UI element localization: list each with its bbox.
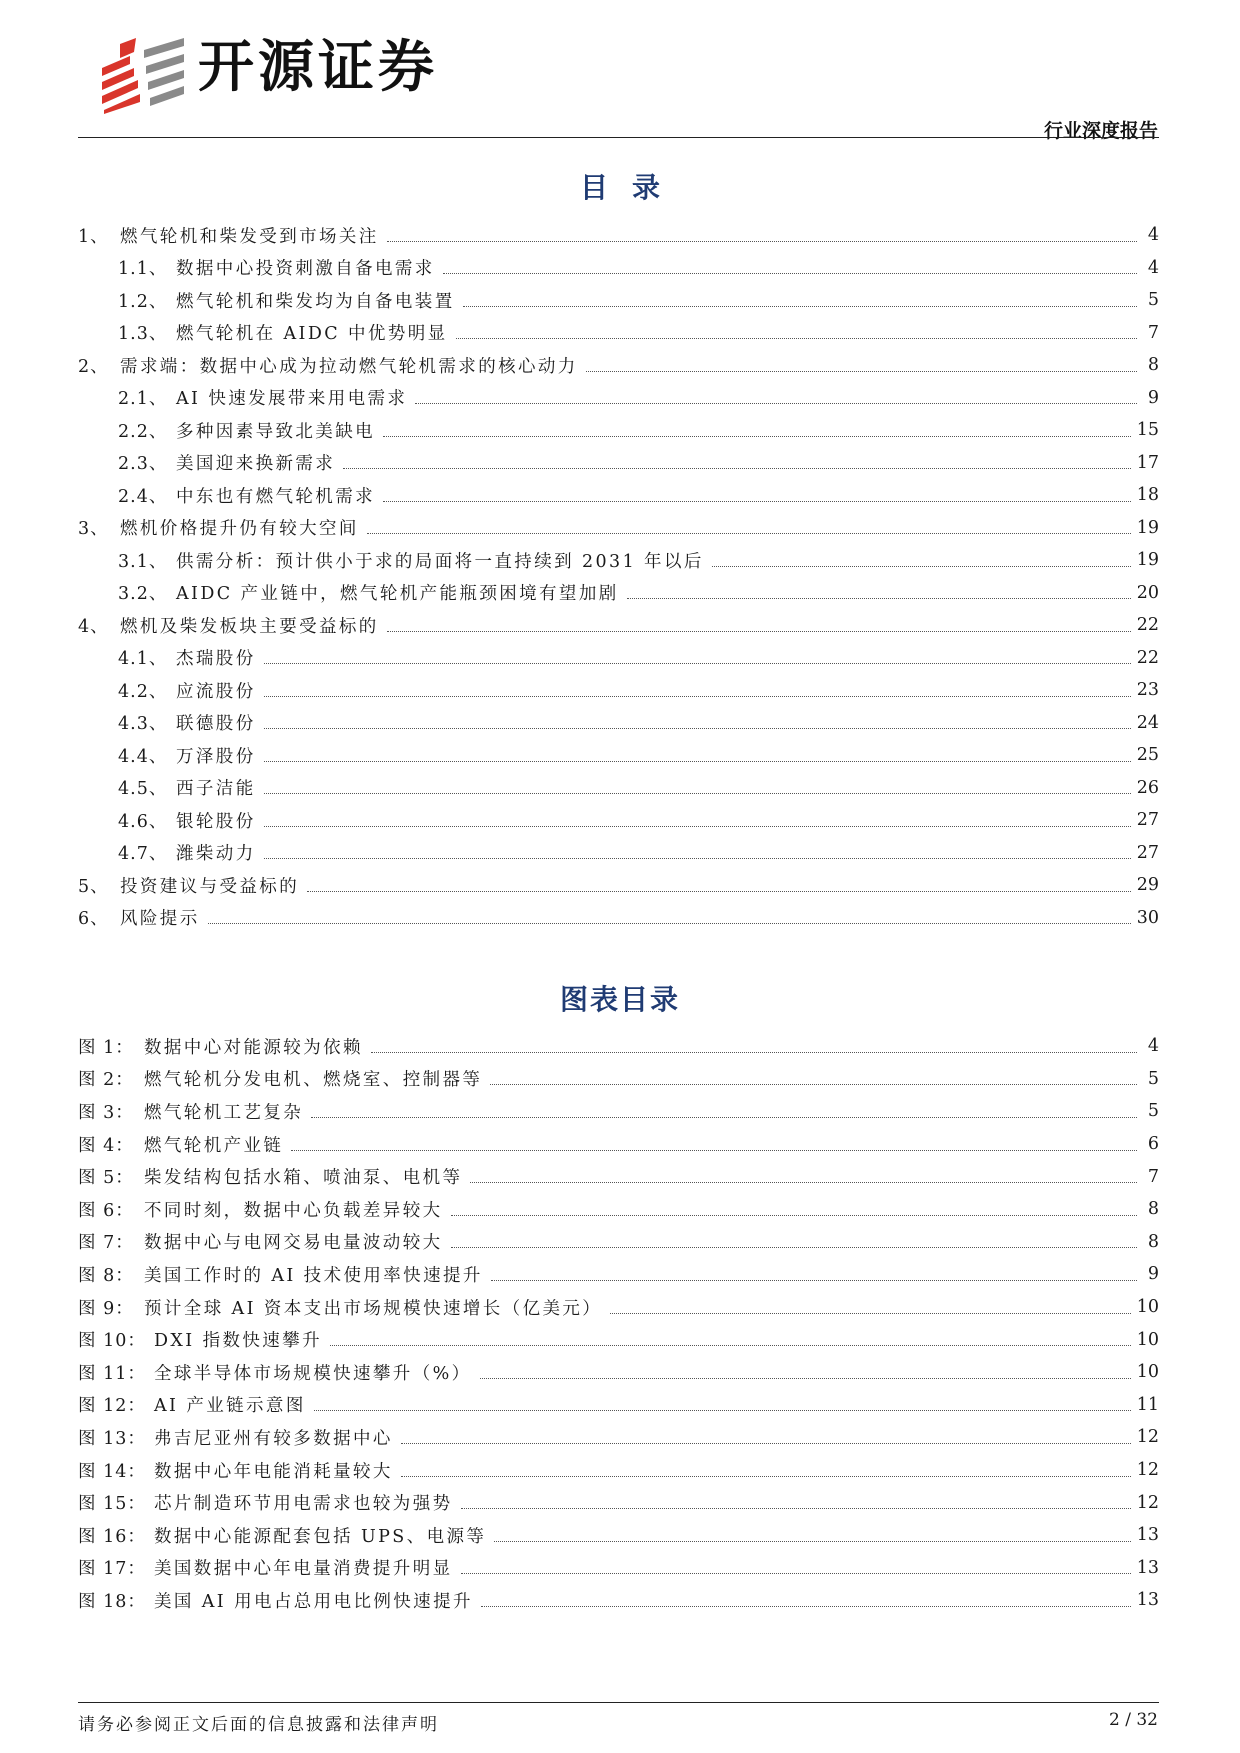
entry-page-number: 13: [1136, 1590, 1159, 1611]
entry-page-number: 30: [1136, 907, 1159, 928]
dot-leader: [481, 1606, 1131, 1607]
entry-title: 美国数据中心年电量消费提升明显: [154, 1559, 453, 1580]
toc-entry-chapter[interactable]: [78, 869, 1159, 902]
toc-entry-chapter[interactable]: [78, 902, 1159, 935]
entry-page-number: 5: [1147, 1101, 1159, 1122]
dot-leader: [330, 1345, 1131, 1346]
dot-leader: [463, 306, 1137, 307]
entry-title: 联德股份: [176, 714, 256, 735]
entry-title: 应流股份: [176, 681, 256, 702]
figure-index-title: 图表目录: [559, 983, 680, 1016]
entry-number: 图 4：: [78, 1135, 134, 1156]
header-divider: [78, 137, 1159, 138]
entry-title: 美国工作时的 AI 技术使用率快速提升: [144, 1265, 483, 1286]
figure-entry[interactable]: [78, 1226, 1159, 1259]
figure-entry[interactable]: [78, 1258, 1159, 1291]
dot-leader: [264, 858, 1131, 859]
dot-leader: [627, 598, 1131, 599]
dot-leader: [712, 566, 1131, 567]
brand-name: 开源证券: [198, 35, 438, 100]
entry-page-number: 12: [1136, 1460, 1159, 1481]
entry-number: 4.3、: [118, 714, 168, 735]
entry-number: 1.3、: [118, 324, 168, 345]
entry-number: 图 16：: [78, 1526, 146, 1547]
entry-number: 1、: [78, 226, 109, 247]
entry-number: 3.1、: [118, 551, 168, 572]
entry-page-number: 9: [1147, 387, 1159, 408]
dot-leader: [311, 1117, 1137, 1118]
entry-page-number: 9: [1147, 1264, 1159, 1285]
entry-title: 西子洁能: [176, 779, 256, 800]
entry-page-number: 12: [1136, 1492, 1159, 1513]
entry-title: 潍柴动力: [176, 844, 256, 865]
entry-number: 图 6：: [78, 1200, 134, 1221]
entry-number: 6、: [78, 909, 109, 930]
page-number: 2 / 32: [1109, 1710, 1158, 1730]
entry-number: 1.2、: [118, 291, 168, 312]
dot-leader: [494, 1541, 1130, 1542]
toc-entry-section[interactable]: [78, 707, 1159, 740]
entry-page-number: 19: [1136, 517, 1159, 538]
entry-title: 数据中心投资刺激自备电需求: [176, 259, 435, 280]
toc-entry-section[interactable]: [78, 674, 1159, 707]
entry-number: 图 15：: [78, 1494, 146, 1515]
figure-entry[interactable]: [78, 1193, 1159, 1226]
dot-leader: [387, 241, 1137, 242]
entry-title: 燃气轮机产业链: [144, 1135, 284, 1156]
entry-page-number: 5: [1147, 1068, 1159, 1089]
entry-page-number: 7: [1147, 1166, 1159, 1187]
figure-entry[interactable]: [78, 1519, 1159, 1552]
entry-page-number: 4: [1147, 225, 1159, 246]
entry-title: 需求端：数据中心成为拉动燃气轮机需求的核心动力: [120, 356, 578, 377]
toc-entry-chapter[interactable]: [78, 512, 1159, 545]
entry-title: 美国迎来换新需求: [176, 454, 336, 475]
dot-leader: [387, 631, 1131, 632]
entry-title: 万泽股份: [176, 746, 256, 767]
footer-disclaimer: 请务必参阅正文后面的信息披露和法律声明: [78, 1715, 439, 1735]
entry-number: 4.1、: [118, 649, 168, 670]
entry-number: 4.7、: [118, 844, 168, 865]
entry-number: 图 8：: [78, 1265, 134, 1286]
dot-leader: [264, 663, 1131, 664]
entry-title: 银轮股份: [176, 811, 256, 832]
entry-number: 图 13：: [78, 1428, 146, 1449]
entry-title: 投资建议与受益标的: [120, 876, 300, 897]
dot-leader: [401, 1476, 1131, 1477]
entry-number: 图 14：: [78, 1461, 146, 1482]
dot-leader: [314, 1410, 1131, 1411]
entry-page-number: 18: [1136, 485, 1159, 506]
entry-page-number: 19: [1136, 550, 1159, 571]
figure-entry[interactable]: [78, 1552, 1159, 1585]
entry-number: 4.4、: [118, 746, 168, 767]
entry-title: AI 产业链示意图: [154, 1396, 306, 1417]
entry-page-number: 20: [1136, 582, 1159, 603]
dot-leader: [415, 403, 1137, 404]
entry-page-number: 24: [1136, 712, 1159, 733]
entry-number: 4、: [78, 616, 109, 637]
entry-title: 多种因素导致北美缺电: [176, 421, 375, 442]
dot-leader: [461, 1508, 1131, 1509]
entry-title: 风险提示: [120, 909, 200, 930]
entry-title: 柴发结构包括水箱、喷油泵、电机等: [144, 1168, 463, 1189]
entry-title: 数据中心年电能消耗量较大: [154, 1461, 393, 1482]
toc-title: 目录: [579, 171, 684, 204]
dot-leader: [343, 468, 1131, 469]
toc-entry-section[interactable]: [78, 804, 1159, 837]
figure-entry[interactable]: [78, 1421, 1159, 1454]
entry-title: 芯片制造环节用电需求也较为强势: [154, 1494, 453, 1515]
dot-leader: [443, 273, 1137, 274]
entry-number: 图 2：: [78, 1070, 134, 1091]
entry-page-number: 4: [1147, 1036, 1159, 1057]
entry-number: 2、: [78, 356, 109, 377]
dot-leader: [264, 696, 1131, 697]
toc-entry-section[interactable]: [78, 447, 1159, 480]
figure-entry[interactable]: [78, 1030, 1159, 1063]
entry-title: 弗吉尼亚州有较多数据中心: [154, 1428, 393, 1449]
entry-title: 数据中心能源配套包括 UPS、电源等: [154, 1526, 487, 1547]
entry-title: AIDC 产业链中，燃气轮机产能瓶颈困境有望加剧: [176, 584, 619, 605]
figure-entry[interactable]: [78, 1291, 1159, 1324]
entry-page-number: 4: [1147, 257, 1159, 278]
entry-number: 3、: [78, 519, 109, 540]
entry-title: 预计全球 AI 资本支出市场规模快速增长（亿美元）: [144, 1298, 603, 1319]
entry-title: 燃机价格提升仍有较大空间: [120, 519, 359, 540]
entry-page-number: 10: [1136, 1297, 1159, 1318]
dot-leader: [610, 1313, 1131, 1314]
entry-page-number: 26: [1136, 777, 1159, 798]
entry-page-number: 23: [1136, 680, 1159, 701]
dot-leader: [264, 826, 1131, 827]
figure-entry[interactable]: [78, 1323, 1159, 1356]
figure-entry[interactable]: [78, 1389, 1159, 1422]
entry-number: 3.2、: [118, 584, 168, 605]
entry-page-number: 10: [1136, 1329, 1159, 1350]
entry-number: 图 17：: [78, 1559, 146, 1580]
page-header: [0, 0, 1240, 140]
entry-page-number: 27: [1136, 810, 1159, 831]
dot-leader: [491, 1280, 1137, 1281]
toc-entry-section[interactable]: [78, 382, 1159, 415]
toc-entry-section[interactable]: [78, 317, 1159, 350]
toc-entry-section[interactable]: [78, 284, 1159, 317]
entry-title: 燃气轮机在 AIDC 中优势明显: [176, 324, 448, 345]
entry-page-number: 27: [1136, 842, 1159, 863]
entry-number: 图 18：: [78, 1591, 146, 1612]
figure-entry[interactable]: [78, 1356, 1159, 1389]
toc-list: [78, 219, 1159, 934]
entry-page-number: 7: [1147, 322, 1159, 343]
entry-page-number: 25: [1136, 745, 1159, 766]
entry-number: 图 3：: [78, 1102, 134, 1123]
entry-page-number: 22: [1136, 615, 1159, 636]
toc-entry-section[interactable]: [78, 414, 1159, 447]
entry-number: 5、: [78, 876, 109, 897]
dot-leader: [586, 371, 1137, 372]
entry-number: 2.4、: [118, 486, 168, 507]
entry-title: 杰瑞股份: [176, 649, 256, 670]
dot-leader: [490, 1084, 1137, 1085]
entry-title: 燃气轮机和柴发均为自备电装置: [176, 291, 455, 312]
entry-title: 数据中心与电网交易电量波动较大: [144, 1233, 443, 1254]
entry-number: 4.6、: [118, 811, 168, 832]
dot-leader: [456, 338, 1138, 339]
entry-page-number: 8: [1147, 355, 1159, 376]
entry-number: 图 9：: [78, 1298, 134, 1319]
toc-entry-chapter[interactable]: [78, 349, 1159, 382]
entry-title: 燃气轮机分发电机、燃烧室、控制器等: [144, 1070, 483, 1091]
dot-leader: [371, 1052, 1137, 1053]
entry-page-number: 13: [1136, 1557, 1159, 1578]
entry-title: 美国 AI 用电占总用电比例快速提升: [154, 1591, 473, 1612]
entry-number: 4.5、: [118, 779, 168, 800]
dot-leader: [208, 923, 1131, 924]
entry-page-number: 5: [1147, 290, 1159, 311]
dot-leader: [461, 1573, 1131, 1574]
dot-leader: [480, 1378, 1131, 1379]
figure-entry[interactable]: [78, 1454, 1159, 1487]
dot-leader: [451, 1247, 1138, 1248]
dot-leader: [264, 793, 1131, 794]
dot-leader: [291, 1150, 1137, 1151]
figure-entry[interactable]: [78, 1486, 1159, 1519]
dot-leader: [264, 728, 1131, 729]
footer-divider: [78, 1702, 1159, 1703]
figure-entry[interactable]: [78, 1584, 1159, 1617]
dot-leader: [470, 1182, 1137, 1183]
dot-leader: [383, 501, 1131, 502]
toc-entry-chapter[interactable]: [78, 219, 1159, 252]
dot-leader: [307, 891, 1131, 892]
entry-number: 图 7：: [78, 1233, 134, 1254]
entry-number: 2.3、: [118, 454, 168, 475]
entry-number: 图 5：: [78, 1168, 134, 1189]
dot-leader: [451, 1215, 1138, 1216]
entry-page-number: 17: [1136, 452, 1159, 473]
entry-title: DXI 指数快速攀升: [154, 1331, 322, 1352]
entry-title: AI 快速发展带来用电需求: [176, 389, 408, 410]
entry-number: 图 12：: [78, 1396, 146, 1417]
dot-leader: [383, 436, 1131, 437]
entry-title: 数据中心对能源较为依赖: [144, 1037, 363, 1058]
entry-number: 4.2、: [118, 681, 168, 702]
entry-page-number: 11: [1136, 1394, 1159, 1415]
dot-leader: [401, 1443, 1131, 1444]
entry-number: 图 11：: [78, 1363, 146, 1384]
toc-entry-section[interactable]: [78, 837, 1159, 870]
dot-leader: [367, 533, 1131, 534]
figure-entry[interactable]: [78, 1063, 1159, 1096]
report-type: 行业深度报告: [1043, 120, 1158, 142]
toc-entry-section[interactable]: [78, 252, 1159, 285]
figure-entry[interactable]: [78, 1095, 1159, 1128]
toc-entry-section[interactable]: [78, 772, 1159, 805]
entry-title: 燃机及柴发板块主要受益标的: [120, 616, 379, 637]
entry-title: 燃气轮机和柴发受到市场关注: [120, 226, 379, 247]
entry-title: 供需分析：预计供小于求的局面将一直持续到 2031 年以后: [176, 551, 704, 572]
toc-entry-section[interactable]: [78, 544, 1159, 577]
figure-entry[interactable]: [78, 1128, 1159, 1161]
entry-page-number: 12: [1136, 1427, 1159, 1448]
toc-entry-section[interactable]: [78, 479, 1159, 512]
entry-page-number: 22: [1136, 647, 1159, 668]
entry-number: 1.1、: [118, 259, 168, 280]
entry-title: 不同时刻，数据中心负载差异较大: [144, 1200, 443, 1221]
kaiyuan-logo-icon: [100, 38, 186, 114]
entry-title: 全球半导体市场规模快速攀升（%）: [154, 1363, 472, 1384]
entry-page-number: 8: [1147, 1199, 1159, 1220]
figure-index-list: [78, 1030, 1159, 1617]
entry-page-number: 15: [1136, 420, 1159, 441]
toc-entry-section[interactable]: [78, 642, 1159, 675]
toc-entry-section[interactable]: [78, 739, 1159, 772]
toc-entry-chapter[interactable]: [78, 609, 1159, 642]
entry-page-number: 13: [1136, 1525, 1159, 1546]
entry-page-number: 6: [1147, 1134, 1159, 1155]
entry-number: 2.2、: [118, 421, 168, 442]
figure-entry[interactable]: [78, 1160, 1159, 1193]
entry-number: 图 1：: [78, 1037, 134, 1058]
entry-page-number: 29: [1136, 875, 1159, 896]
entry-title: 燃气轮机工艺复杂: [144, 1102, 304, 1123]
entry-title: 中东也有燃气轮机需求: [176, 486, 375, 507]
entry-number: 图 10：: [78, 1331, 146, 1352]
entry-page-number: 10: [1136, 1362, 1159, 1383]
entry-page-number: 8: [1147, 1231, 1159, 1252]
toc-entry-section[interactable]: [78, 577, 1159, 610]
entry-number: 2.1、: [118, 389, 168, 410]
dot-leader: [264, 761, 1131, 762]
